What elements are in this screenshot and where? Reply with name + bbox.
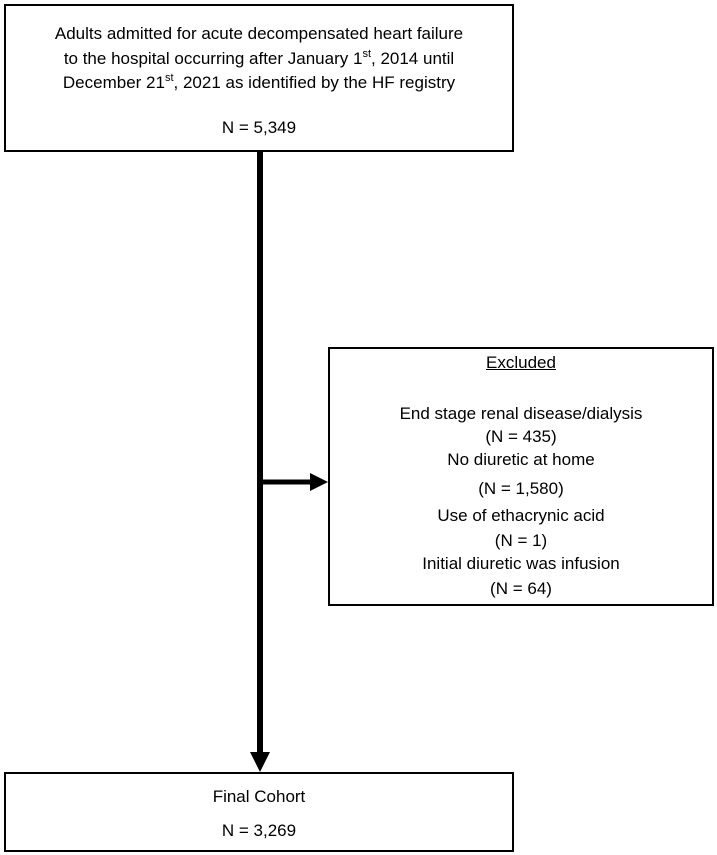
admitted-adults-count: N = 5,349	[221, 118, 297, 137]
exclusion-count: (N = 64)	[490, 579, 552, 598]
final-cohort-count: N = 3,269	[221, 821, 297, 840]
admitted-adults-text-line3-main: December 21	[62, 73, 165, 92]
exclusion-reason: End stage renal disease/dialysis	[399, 404, 643, 423]
exclusion-count: (N = 1)	[494, 531, 548, 550]
down-arrowhead	[250, 752, 270, 772]
admitted-adults-text-line2-main: to the hospital occurring after January 1	[63, 49, 363, 68]
admitted-adults-text-line3-tail: , 2021 as identified by the HF registry	[173, 73, 456, 92]
ordinal-suffix: st	[362, 48, 371, 60]
right-arrowhead	[310, 473, 328, 491]
exclusion-count: (N = 1,580)	[478, 479, 564, 498]
admitted-adults-text-line2-tail: , 2014 until	[371, 49, 455, 68]
excluded-title: Excluded	[486, 353, 556, 372]
exclusion-count: (N = 435)	[485, 427, 557, 446]
exclusion-reason: Use of ethacrynic acid	[437, 506, 605, 525]
exclusion-reason: No diuretic at home	[447, 450, 595, 469]
admitted-adults-text-line1: Adults admitted for acute decompensated heart failure	[54, 24, 464, 43]
ordinal-suffix: st	[164, 72, 174, 84]
final-cohort-title: Final Cohort	[212, 787, 306, 806]
exclusion-reason: Initial diuretic was infusion	[422, 554, 620, 573]
